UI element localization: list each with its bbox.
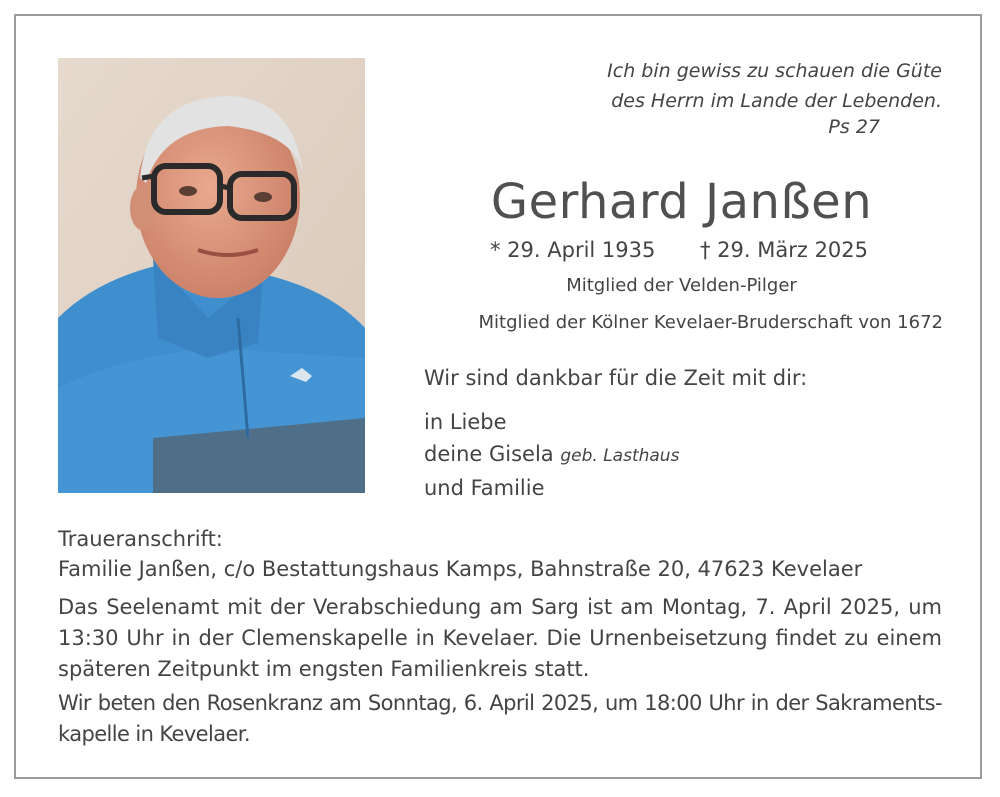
membership-bruderschaft: Mitglied der Kölner Kevelaer-Bruderschaft von 1672 — [478, 312, 943, 333]
signature-line-2 — [424, 442, 679, 466]
signature-line-3: und Familie — [424, 476, 545, 500]
address-label: Traueranschrift: — [58, 527, 223, 551]
portrait-photo — [58, 58, 365, 493]
signature-name: deine Gisela — [424, 442, 554, 466]
verse-line-2: des Herrn im Lande der Lebenden. — [611, 90, 942, 112]
verse-reference: Ps 27 — [828, 116, 880, 138]
death-date: † 29. März 2025 — [700, 238, 869, 262]
bible-verse — [540, 56, 942, 116]
verse-line-1: Ich bin gewiss zu schauen die Güte — [607, 60, 942, 82]
signature-line-1: in Liebe — [424, 410, 507, 434]
thanks-line: Wir sind dankbar für die Zeit mit dir: — [424, 366, 808, 390]
address-text: Familie Janßen, c/o Bestattungshaus Kamps, Bahnstraße 20, 47623 Kevelaer — [58, 557, 863, 581]
membership-velden: Mitglied der Velden-Pilger — [566, 275, 797, 296]
birth-date: * 29. April 1935 — [490, 238, 656, 262]
deceased-name: Gerhard Janßen — [490, 174, 873, 230]
maiden-name: geb. Lasthaus — [560, 446, 680, 466]
funeral-notice: Das Seelenamt mit der Verabschiedung am Sarg ist am Montag, 7. April 2025, um 13:30 Uhr in der Clemenskapelle in Kevelaer. Die Urnenbeisetzung findet zu einem späteren Zeitpunkt im engsten Familienkreis statt. — [58, 595, 942, 681]
rosary-notice: Wir beten den Rosenkranz am Sonntag, 6. April 2025, um 18:00 Uhr in der Sakraments-kapelle in Kevelaer. — [58, 691, 942, 746]
